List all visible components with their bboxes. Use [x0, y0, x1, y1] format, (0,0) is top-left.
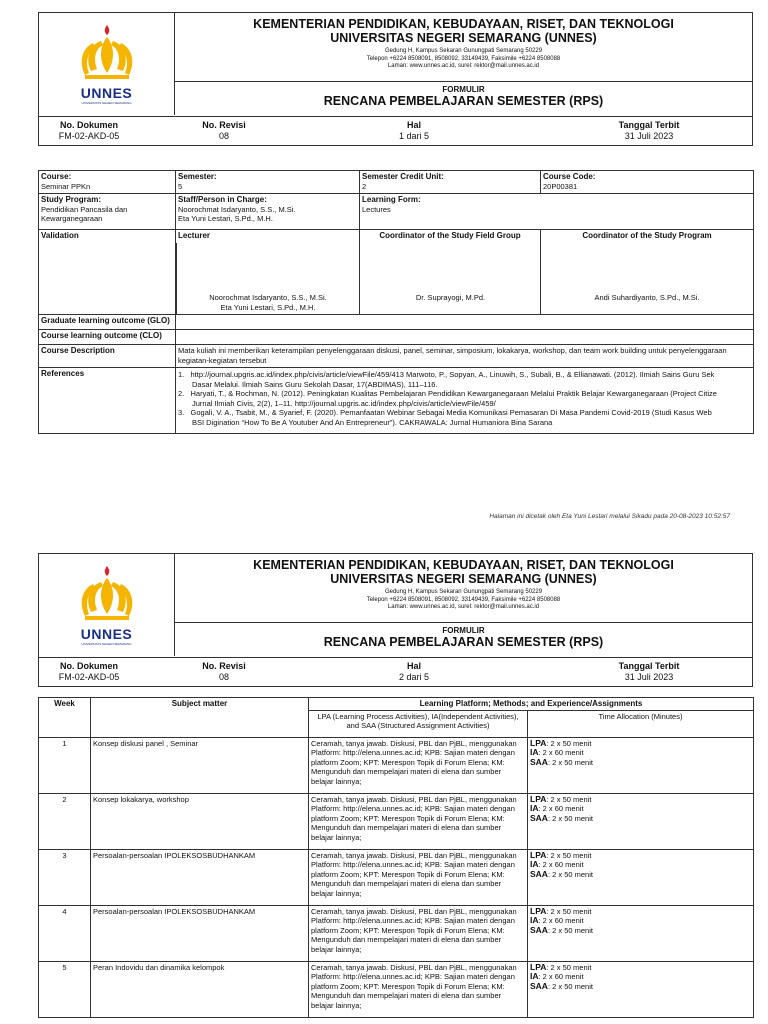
lecturer-signature-names — [176, 293, 360, 313]
lpa-time: : 2 x 50 menit — [546, 738, 592, 748]
schedule-body — [39, 737, 754, 1017]
issue-date: 31 Juli 2023 — [624, 672, 674, 682]
saa-tag: SAA — [530, 756, 548, 767]
reference-3: 3. Gogali, V. A., Tsabit, M., & Syarief, F. (2020). Pemanfaatan Webinar Sebagai Media Komunikasi Pemasaran Di Masa Pandemi Covid-2019 (Studi Kasus Web — [178, 408, 712, 417]
reference-3-cont: BSI Digination “How To Be A Youtuber And An Entrepreneur”). CAKRAWALA: Jurnal Humaniora Bina Sarana — [192, 417, 553, 427]
address-line1: Gedung H, Kampus Sekaran Gunungpati Semarang 50229 — [384, 589, 543, 595]
address-line1: Gedung H, Kampus Sekaran Gunungpati Semarang 50229 — [384, 48, 543, 54]
program-value: Pendidikan Pancasila dan Kewarganegaraan — [41, 204, 128, 223]
ia-time: : 2 x 60 menit — [538, 804, 584, 813]
program-label: Study Program: — [41, 195, 102, 204]
address-line2: Telepon +6224 8508091, 8508092, 33149439, Faksimile +6224 8508088 — [366, 55, 561, 62]
course-cell — [39, 171, 176, 194]
lpa-tag: LPA — [530, 849, 547, 860]
semester-label: Semester: — [178, 172, 217, 181]
reference-3-line1: Gogali, V. A., Tsabit, M., & Syarief, F. (2020). Pemanfaatan Webinar Sebagai Media Komunikasi Pemasaran Di Masa Pandemi Covid-2019 (Studi Kasus Web — [190, 408, 712, 417]
lpa-header: LPA (Learning Process Activities), IA(Independent Activities), and SAA (Structured Assignment Activities) — [309, 710, 528, 737]
week-number: 1 — [39, 737, 91, 793]
time-allocation — [528, 737, 754, 793]
logo-area — [39, 13, 175, 115]
lpa-allocation — [530, 851, 751, 861]
lpa-tag: LPA — [530, 793, 547, 804]
week-number: 2 — [39, 793, 91, 849]
week-header: Week — [39, 698, 91, 738]
unnes-logo-icon — [79, 23, 135, 83]
coord-prog-label: Coordinator of the Study Program — [582, 231, 712, 240]
schedule-row — [39, 737, 754, 793]
revision: 08 — [218, 131, 229, 141]
lpa-time: : 2 x 50 menit — [546, 794, 592, 804]
institution-block — [175, 13, 752, 82]
page-number: 1 dari 5 — [398, 131, 430, 141]
schedule-table — [38, 697, 754, 1018]
address-line3: Laman: www.unnes.ac.id, surel: rektor@mail.unnes.ac.id — [387, 604, 540, 610]
ia-allocation — [530, 916, 751, 926]
university-name: UNIVERSITAS NEGERI SEMARANG (UNNES) — [330, 31, 597, 45]
ia-time: : 2 x 60 menit — [538, 748, 584, 757]
page-cell — [339, 658, 489, 687]
unnes-logo-icon — [79, 564, 135, 624]
logo-area — [39, 554, 175, 656]
revision-cell — [179, 117, 269, 146]
staff-label: Staff/Person in Charge: — [178, 195, 267, 204]
validation-divider-1 — [176, 243, 178, 314]
schedule-row — [39, 905, 754, 961]
doc-number: FM-02-AKD-05 — [58, 131, 120, 141]
ministry-name: KEMENTERIAN PENDIDIKAN, KEBUDAYAAN, RISET, DAN TEKNOLOGI — [253, 558, 674, 572]
address-line2: Telepon +6224 8508091, 8508092, 33149439, Faksimile +6224 8508088 — [366, 596, 561, 603]
time-allocation — [528, 793, 754, 849]
method-text: Ceramah, tanya jawab. Diskusi, PBL dan PjBL, menggunakan Platform: http://elena.unnes.ac.id; KPB: Sajian materi dengan platform Zoom; KPT: Merespon Topik di Forum Elena; KM: Mengunduh dan mempelajari materi di elena dan sumber belajar lainnya; — [309, 961, 528, 1017]
saa-allocation — [530, 926, 751, 936]
lpa-allocation — [530, 907, 751, 917]
references-cell — [176, 368, 754, 434]
ministry-name: KEMENTERIAN PENDIDIKAN, KEBUDAYAAN, RISET, DAN TEKNOLOGI — [253, 17, 674, 31]
staff-cell — [176, 194, 360, 230]
course-description: Mata kuliah ini memberikan keterampilan penyelenggaraan diskusi, panel, seminar, simposium, lokakarya, workshop, dan team work building untuk penyelenggaraan kegiatan-kegiatan tersebut — [176, 345, 754, 368]
lpa-allocation — [530, 963, 751, 973]
address-line3: Laman: www.unnes.ac.id, surel: rektor@mail.unnes.ac.id — [387, 63, 540, 69]
learning-form-value: Lectures — [362, 204, 391, 214]
subject-matter: Konsep lokakarya, workshop — [91, 793, 309, 849]
schedule-row — [39, 793, 754, 849]
lpa-tag: LPA — [530, 737, 547, 748]
revision: 08 — [218, 672, 229, 682]
staff-name-2: Eta Yuni Lestari, S.Pd., M.H. — [178, 214, 273, 223]
doc-number-label: No. Dokumen — [59, 120, 118, 130]
lpa-time: : 2 x 50 menit — [546, 850, 592, 860]
university-name: UNIVERSITAS NEGERI SEMARANG (UNNES) — [330, 572, 597, 586]
subject-matter: Persoalan-persoalan IPOLEKSOSBUDHANKAM — [91, 905, 309, 961]
saa-allocation — [530, 870, 751, 880]
credit-value: 2 — [362, 181, 367, 191]
form-title-block — [175, 623, 752, 656]
reference-2: 2. Haryati, T., & Rochman, N. (2012). Peningkatan Kualitas Pembelajaran Pendidikan Kewarganegaraan Melalui Praktik Belajar Kewarganegaraan (Project Citize — [178, 389, 717, 398]
logo-subtext: UNIVERSITAS NEGERI SEMARANG — [81, 101, 132, 105]
glo-label: Graduate learning outcome (GLO) — [39, 315, 176, 330]
revision-label: No. Revisi — [202, 120, 246, 130]
ia-allocation — [530, 860, 751, 870]
saa-time: : 2 x 50 menit — [547, 757, 593, 767]
form-title: RENCANA PEMBELAJARAN SEMESTER (RPS) — [323, 635, 604, 649]
lpa-tag: LPA — [530, 905, 547, 916]
course-label: Course: — [41, 172, 72, 181]
saa-tag: SAA — [530, 812, 548, 823]
platform-header: Learning Platform; Methods; and Experience/Assignments — [309, 698, 754, 711]
document-meta — [39, 657, 752, 687]
code-cell — [541, 171, 754, 194]
logo-text: UNNES — [80, 626, 133, 642]
ia-tag: IA — [530, 747, 539, 757]
ia-time: : 2 x 60 menit — [538, 972, 584, 981]
page-label: Hal — [406, 120, 421, 130]
saa-allocation — [530, 758, 751, 768]
saa-tag: SAA — [530, 980, 548, 991]
page-cell — [339, 117, 489, 146]
method-text: Ceramah, tanya jawab. Diskusi, PBL dan PjBL, menggunakan Platform: http://elena.unnes.ac.id; KPB: Sajian materi dengan platform Zoom; KPT: Merespon Topik di Forum Elena; KM: Mengunduh dan mempelajari materi di elena dan sumber belajar lainnya; — [309, 905, 528, 961]
saa-tag: SAA — [530, 868, 548, 879]
form-label: FORMULIR — [442, 626, 485, 635]
revision-cell — [179, 658, 269, 687]
time-allocation — [528, 961, 754, 1017]
saa-allocation — [530, 982, 751, 992]
doc-number-label: No. Dokumen — [59, 661, 118, 671]
date-label: Tanggal Terbit — [618, 120, 680, 130]
time-allocation — [528, 905, 754, 961]
validation-label-cell — [39, 230, 176, 315]
semester-cell — [176, 171, 360, 194]
clo-label: Course learning outcome (CLO) — [39, 330, 176, 345]
references-label: References — [39, 368, 176, 434]
staff-name-1: Noorochmat Isdaryanto, S.S., M.Si. — [178, 204, 296, 214]
doc-number-cell — [39, 658, 139, 687]
validation-label: Validation — [41, 231, 79, 240]
lecturer-label: Lecturer — [178, 231, 211, 240]
reference-1: 1. http://journal.upgris.ac.id/index.php/civis/article/viewFile/459/413 Marwoto, P., Sopyan, A., Linuwih, S., Subali, B., & Ellianawati. (2012). Ilmiah Sains Guru Sek — [178, 370, 715, 379]
ia-allocation — [530, 748, 751, 758]
date-label: Tanggal Terbit — [618, 661, 680, 671]
schedule-row — [39, 849, 754, 905]
reference-1-cont: Dasar Melalui. Ilmiah Sains Guru Sekolah Dasar, 17(ABDIMAS), 111–116. — [192, 379, 438, 389]
week-number: 5 — [39, 961, 91, 1017]
subject-matter: Peran Indovidu dan dinamika kelompok — [91, 961, 309, 1017]
doc-number: FM-02-AKD-05 — [58, 672, 120, 682]
ia-allocation — [530, 804, 751, 814]
ia-time: : 2 x 60 menit — [538, 860, 584, 869]
course-name: Seminar PPKn — [41, 181, 91, 191]
document-meta — [39, 116, 752, 146]
saa-allocation — [530, 814, 751, 824]
reference-1-line1: http://journal.upgris.ac.id/index.php/civis/article/viewFile/459/413 Marwoto, P., Sopyan, A., Linuwih, S., Subali, B., & Ellianawati. (2012). Ilmiah Sains Guru Sek — [190, 370, 715, 379]
form-title: RENCANA PEMBELAJARAN SEMESTER (RPS) — [323, 94, 604, 108]
logo-text: UNNES — [80, 85, 133, 101]
print-footer-note: Halaman ini dicetak oleh Eta Yuni Lestari melalui Sikadu pada 20-08-2023 10:52:57 — [489, 513, 730, 520]
form-title-block — [175, 82, 752, 115]
time-header: Time Allocation (Minutes) — [528, 710, 754, 737]
lecturer-name-2: Eta Yuni Lestari, S.Pd., M.H. — [220, 303, 316, 312]
code-label: Course Code: — [543, 172, 596, 181]
subject-matter: Konsep diskusi panel , Seminar — [91, 737, 309, 793]
lecturer-name-1: Noorochmat Isdaryanto, S.S., M.Si. — [209, 293, 327, 302]
lpa-allocation — [530, 739, 751, 749]
credit-cell — [360, 171, 541, 194]
semester-value: 5 — [178, 181, 183, 191]
program-cell — [39, 194, 176, 230]
lpa-allocation — [530, 795, 751, 805]
course-outcome-table — [38, 314, 754, 434]
lpa-tag: LPA — [530, 961, 547, 972]
clo-value — [176, 330, 754, 345]
method-text: Ceramah, tanya jawab. Diskusi, PBL dan PjBL, menggunakan Platform: http://elena.unnes.ac.id; KPB: Sajian materi dengan platform Zoom; KPT: Merespon Topik di Forum Elena; KM: Mengunduh dan mempelajari materi di elena dan sumber belajar lainnya; — [309, 737, 528, 793]
page-label: Hal — [406, 661, 421, 671]
form-label: FORMULIR — [442, 85, 485, 94]
learning-form-label: Learning Form: — [362, 195, 421, 204]
ia-allocation — [530, 972, 751, 982]
ia-time: : 2 x 60 menit — [538, 916, 584, 925]
subject-header: Subject matter — [91, 698, 309, 738]
coord-prog-signature: Andi Suhardiyanto, S.Pd., M.Si. — [594, 293, 700, 302]
saa-tag: SAA — [530, 924, 548, 935]
ia-tag: IA — [530, 971, 539, 981]
time-allocation — [528, 849, 754, 905]
coord-field-label: Coordinator of the Study Field Group — [379, 231, 521, 240]
saa-time: : 2 x 50 menit — [547, 869, 593, 879]
method-text: Ceramah, tanya jawab. Diskusi, PBL dan PjBL, menggunakan Platform: http://elena.unnes.ac.id; KPB: Sajian materi dengan platform Zoom; KPT: Merespon Topik di Forum Elena; KM: Mengunduh dan mempelajari materi di elena dan sumber belajar lainnya; — [309, 793, 528, 849]
saa-time: : 2 x 50 menit — [547, 925, 593, 935]
coord-field-signature: Dr. Suprayogi, M.Pd. — [415, 293, 486, 302]
doc-number-cell — [39, 117, 139, 146]
date-cell — [579, 117, 719, 146]
week-number: 4 — [39, 905, 91, 961]
credit-label: Semester Credit Unit: — [362, 172, 444, 181]
saa-time: : 2 x 50 menit — [547, 813, 593, 823]
description-label: Course Description — [39, 345, 176, 368]
reference-2-line1: Haryati, T., & Rochman, N. (2012). Peningkatan Kualitas Pembelajaran Pendidikan Kewarganegaraan Melalui Praktik Belajar Kewarganegaraan (Project Citize — [190, 389, 717, 398]
course-code: 20P00381 — [543, 181, 578, 191]
lpa-time: : 2 x 50 menit — [546, 906, 592, 916]
page-number: 2 dari 5 — [398, 672, 430, 682]
document-header-page1 — [38, 12, 753, 146]
schedule-row — [39, 961, 754, 1017]
ia-tag: IA — [530, 859, 539, 869]
logo-subtext: UNIVERSITAS NEGERI SEMARANG — [81, 642, 132, 646]
revision-label: No. Revisi — [202, 661, 246, 671]
learning-form-cell — [360, 194, 754, 230]
glo-value — [176, 315, 754, 330]
saa-time: : 2 x 50 menit — [547, 981, 593, 991]
reference-2-cont: Jurnal Ilmiah Civis, 2(2), 1–11. http://journal.upgris.ac.id/index.php/civis/article/viewFile/459/ — [192, 398, 496, 408]
institution-block — [175, 554, 752, 623]
ia-tag: IA — [530, 915, 539, 925]
subject-matter: Persoalan-persoalan IPOLEKSOSBUDHANKAM — [91, 849, 309, 905]
week-number: 3 — [39, 849, 91, 905]
issue-date: 31 Juli 2023 — [624, 131, 674, 141]
ia-tag: IA — [530, 803, 539, 813]
document-header-page2 — [38, 553, 753, 687]
method-text: Ceramah, tanya jawab. Diskusi, PBL dan PjBL, menggunakan Platform: http://elena.unnes.ac.id; KPB: Sajian materi dengan platform Zoom; KPT: Merespon Topik di Forum Elena; KM: Mengunduh dan mempelajari materi di elena dan sumber belajar lainnya; — [309, 849, 528, 905]
date-cell — [579, 658, 719, 687]
lpa-time: : 2 x 50 menit — [546, 962, 592, 972]
